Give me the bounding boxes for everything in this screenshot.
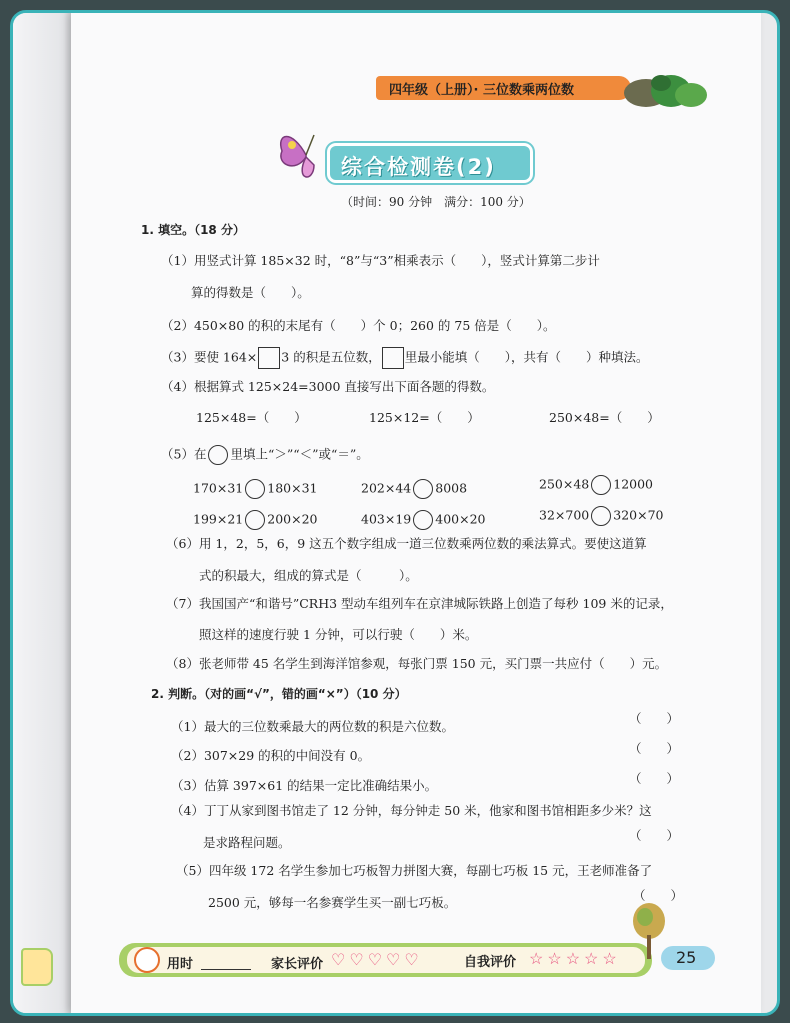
q7-line2: 照这样的速度行驶 1 分钟，可以行驶（ ）米。 [199, 627, 478, 642]
q7-line1: （7）我国国产“和谐号”CRH3 型动车组列车在京津城际铁路上创造了每秒 109 米的记录， [166, 596, 673, 611]
star-rating[interactable]: ☆☆☆☆☆ [529, 949, 621, 968]
q4: （4）根据算式 125×24=3000 直接写出下面各题的得数。 [161, 379, 495, 394]
answer-paren[interactable]: （ ） [629, 828, 680, 843]
section-1-heading: 1. 填空。（18 分） [141, 223, 245, 237]
compare-item: 199×21 200×20 [193, 510, 318, 530]
blank-circle[interactable] [413, 510, 433, 530]
compare-item: 170×31 180×31 [193, 479, 318, 499]
worksheet-page [71, 13, 761, 1013]
page-title: 综合检测卷(2) [341, 155, 496, 179]
answer-paren[interactable]: （ ） [629, 741, 680, 756]
j5-line2: 2500 元，够每一名参赛学生买一副七巧板。 [208, 895, 457, 910]
j2: （2）307×29 的积的中间没有 0。 [171, 748, 371, 763]
bush-icon [616, 61, 716, 111]
j3: （3）估算 397×61 的结果一定比准确结果小。 [171, 778, 438, 793]
q4-item-3: 250×48=（ ） [549, 410, 660, 425]
q2: （2）450×80 的积的末尾有（ ）个 0；260 的 75 倍是（ ）。 [161, 318, 556, 333]
blank-circle[interactable] [591, 475, 611, 495]
j4-line1: （4）丁丁从家到图书馆走了 12 分钟，每分钟走 50 米，他家和图书馆相距多少米？这 [171, 803, 652, 818]
compare-item: 202×44 8008 [361, 479, 467, 499]
q5-part1: （5）在 [161, 446, 207, 462]
answer-paren[interactable]: （ ） [629, 711, 680, 726]
photo-frame [10, 10, 780, 1016]
compare-item: 250×48 12000 [539, 475, 653, 495]
blank-circle[interactable] [245, 510, 265, 530]
q4-item-2: 125×12=（ ） [369, 410, 480, 425]
butterfly-icon [274, 125, 338, 185]
q4-item-1: 125×48=（ ） [196, 410, 307, 425]
time-blank[interactable] [201, 969, 251, 970]
blank-box[interactable] [382, 347, 404, 369]
left-page-edge [13, 13, 73, 1013]
q1-line1: （1）用竖式计算 185×32 时，“8”与“3”相乘表示（ ），竖式计算第二步计 [161, 253, 600, 268]
j1: （1）最大的三位数乘最大的两位数的积是六位数。 [171, 719, 454, 734]
blank-circle[interactable] [208, 445, 228, 465]
q1-line2: 算的得数是（ ）。 [191, 285, 310, 300]
section-2-heading: 2. 判断。（对的画“√”，错的画“×”）（10 分） [151, 687, 407, 701]
left-page-tab [21, 948, 53, 986]
time-score-info: （时间：90 分钟 满分：100 分） [341, 195, 531, 209]
compare-item: 403×19 400×20 [361, 510, 486, 530]
blank-circle[interactable] [591, 506, 611, 526]
q5-part2: 里填上“＞”“＜”或“＝”。 [230, 446, 369, 462]
q3 [161, 347, 648, 369]
q3-part3: 里最小能填（ ），共有（ ）种填法。 [404, 349, 649, 365]
header-title: 四年级（上册）· 三位数乘两位数 [389, 83, 574, 98]
alarm-clock-icon [134, 947, 160, 973]
q8: （8）张老师带 45 名学生到海洋馆参观，每张门票 150 元，买门票一共应付（ ）元。 [166, 656, 668, 671]
page-number: 25 [676, 948, 697, 967]
q3-part1: （3）要使 164× [161, 349, 258, 365]
compare-item: 32×700 320×70 [539, 506, 664, 526]
answer-paren[interactable]: （ ） [629, 771, 680, 786]
j4-line2: 是求路程问题。 [203, 835, 291, 850]
parent-eval-label: 家长评价 [271, 957, 324, 972]
q6-line1: （6）用 1，2，5，6，9 这五个数字组成一道三位数乘两位数的乘法算式。要使这道算 [166, 536, 647, 551]
blank-circle[interactable] [413, 479, 433, 499]
answer-paren[interactable]: （ ） [633, 888, 684, 903]
q5 [161, 445, 369, 465]
time-label: 用时 [167, 957, 194, 972]
j5-line1: （5）四年级 172 名学生参加七巧板智力拼图大赛，每副七巧板 15 元，王老师准备了 [176, 863, 653, 878]
q6-line2: 式的积最大，组成的算式是（ ）。 [199, 568, 418, 583]
self-eval-label: 自我评价 [464, 955, 517, 970]
q3-part2: 3 的积是五位数， [281, 349, 381, 365]
heart-rating[interactable]: ♡♡♡♡♡ [331, 950, 423, 969]
blank-box[interactable] [258, 347, 280, 369]
blank-circle[interactable] [245, 479, 265, 499]
